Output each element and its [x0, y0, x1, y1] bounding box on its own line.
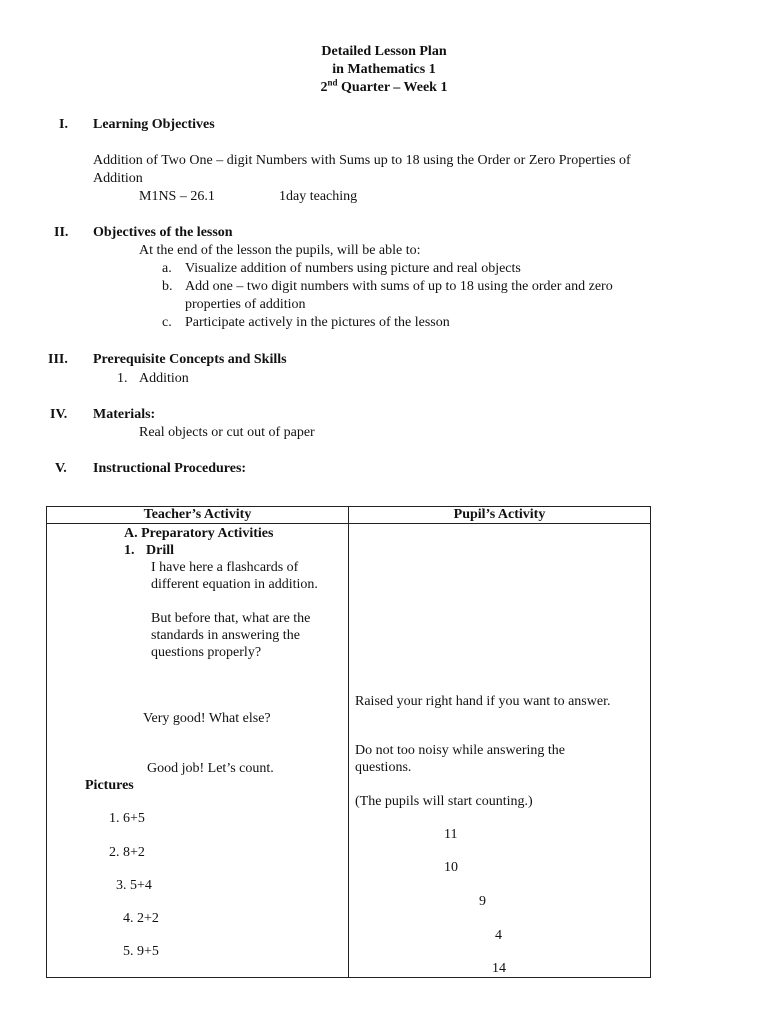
drill-heading: Drill: [146, 543, 174, 558]
section-1-numeral: I.: [59, 117, 68, 132]
teacher-very-good: Very good! What else?: [143, 711, 271, 726]
pupil-activity-header: Pupil’s Activity: [349, 507, 651, 524]
pupil-response-not-noisy: Do not too noisy while answering the: [355, 743, 565, 758]
quarter-suffix: nd: [327, 77, 338, 88]
pupil-answer: 10: [444, 860, 458, 875]
section-4-heading: Materials:: [93, 407, 156, 422]
teaching-duration: 1day teaching: [279, 189, 358, 204]
section-1-text-line-1: Addition of Two One – digit Numbers with Sums up to 18 using the Order or Zero Properties of: [93, 153, 631, 168]
section-3-numeral: III.: [48, 352, 68, 367]
section-1-text-line-2: Addition: [93, 171, 143, 186]
pupil-answer: 9: [479, 894, 486, 909]
prereq-item: Addition: [139, 371, 189, 386]
title-line-1: Detailed Lesson Plan: [321, 44, 447, 59]
teacher-activity-cell: [47, 524, 349, 978]
section-5-numeral: V.: [55, 461, 67, 476]
objective-b-marker: b.: [162, 279, 173, 294]
teacher-line-standards: standards in answering the: [151, 628, 300, 643]
section-2-intro: At the end of the lesson the pupils, will be able to:: [139, 243, 421, 258]
pictures-heading: Pictures: [85, 778, 134, 793]
table-body-row: [47, 524, 651, 978]
pupil-answer: 14: [492, 961, 506, 976]
objective-b-text-cont: properties of addition: [185, 297, 306, 312]
section-1-heading: Learning Objectives: [93, 117, 215, 132]
objective-c-text: Participate actively in the pictures of the lesson: [185, 315, 450, 330]
prereq-item-marker: 1.: [117, 371, 128, 386]
section-2-heading: Objectives of the lesson: [93, 225, 233, 240]
teacher-line-equations: different equation in addition.: [151, 577, 318, 592]
pupil-response-not-noisy-cont: questions.: [355, 760, 412, 775]
problem-item: 5. 9+5: [123, 944, 159, 959]
objective-b-text: Add one – two digit numbers with sums of up to 18 using the order and zero: [185, 279, 613, 294]
teacher-line-flashcards: I have here a flashcards of: [151, 560, 299, 575]
pupil-activity-cell: [349, 524, 651, 978]
quarter-number: 2: [320, 80, 328, 95]
materials-text: Real objects or cut out of paper: [139, 425, 315, 440]
table-header-row: [47, 507, 651, 524]
pupil-response-raise-hand: Raised your right hand if you want to answer.: [355, 694, 611, 709]
drill-number: 1.: [124, 543, 135, 558]
teacher-good-job: Good job! Let’s count.: [147, 761, 274, 776]
preparatory-activities-heading: A. Preparatory Activities: [124, 526, 274, 541]
problem-item: 3. 5+4: [116, 878, 152, 893]
section-2-numeral: II.: [54, 225, 69, 240]
problem-item: 2. 8+2: [109, 845, 145, 860]
pupil-answer: 4: [495, 928, 502, 943]
competency-code: M1NS – 26.1: [139, 189, 215, 204]
problem-item: 4. 2+2: [123, 911, 159, 926]
section-3-heading: Prerequisite Concepts and Skills: [93, 352, 287, 367]
quarter-text: Quarter – Week 1: [337, 80, 448, 95]
objective-c-marker: c.: [162, 315, 172, 330]
teacher-activity-header: Teacher’s Activity: [47, 507, 349, 524]
teacher-line-questions: questions properly?: [151, 645, 262, 660]
procedures-table: [46, 506, 651, 978]
section-5-heading: Instructional Procedures:: [93, 461, 247, 476]
title-line-3: [0, 79, 768, 97]
pupil-answer: 11: [444, 827, 458, 842]
objective-a-text: Visualize addition of numbers using picture and real objects: [185, 261, 521, 276]
pupil-response-counting: (The pupils will start counting.): [355, 794, 533, 809]
objective-a-marker: a.: [162, 261, 172, 276]
problem-item: 1. 6+5: [109, 811, 145, 826]
section-4-numeral: IV.: [50, 407, 68, 422]
title-line-2: in Mathematics 1: [332, 62, 436, 77]
teacher-line-before: But before that, what are the: [151, 611, 311, 626]
